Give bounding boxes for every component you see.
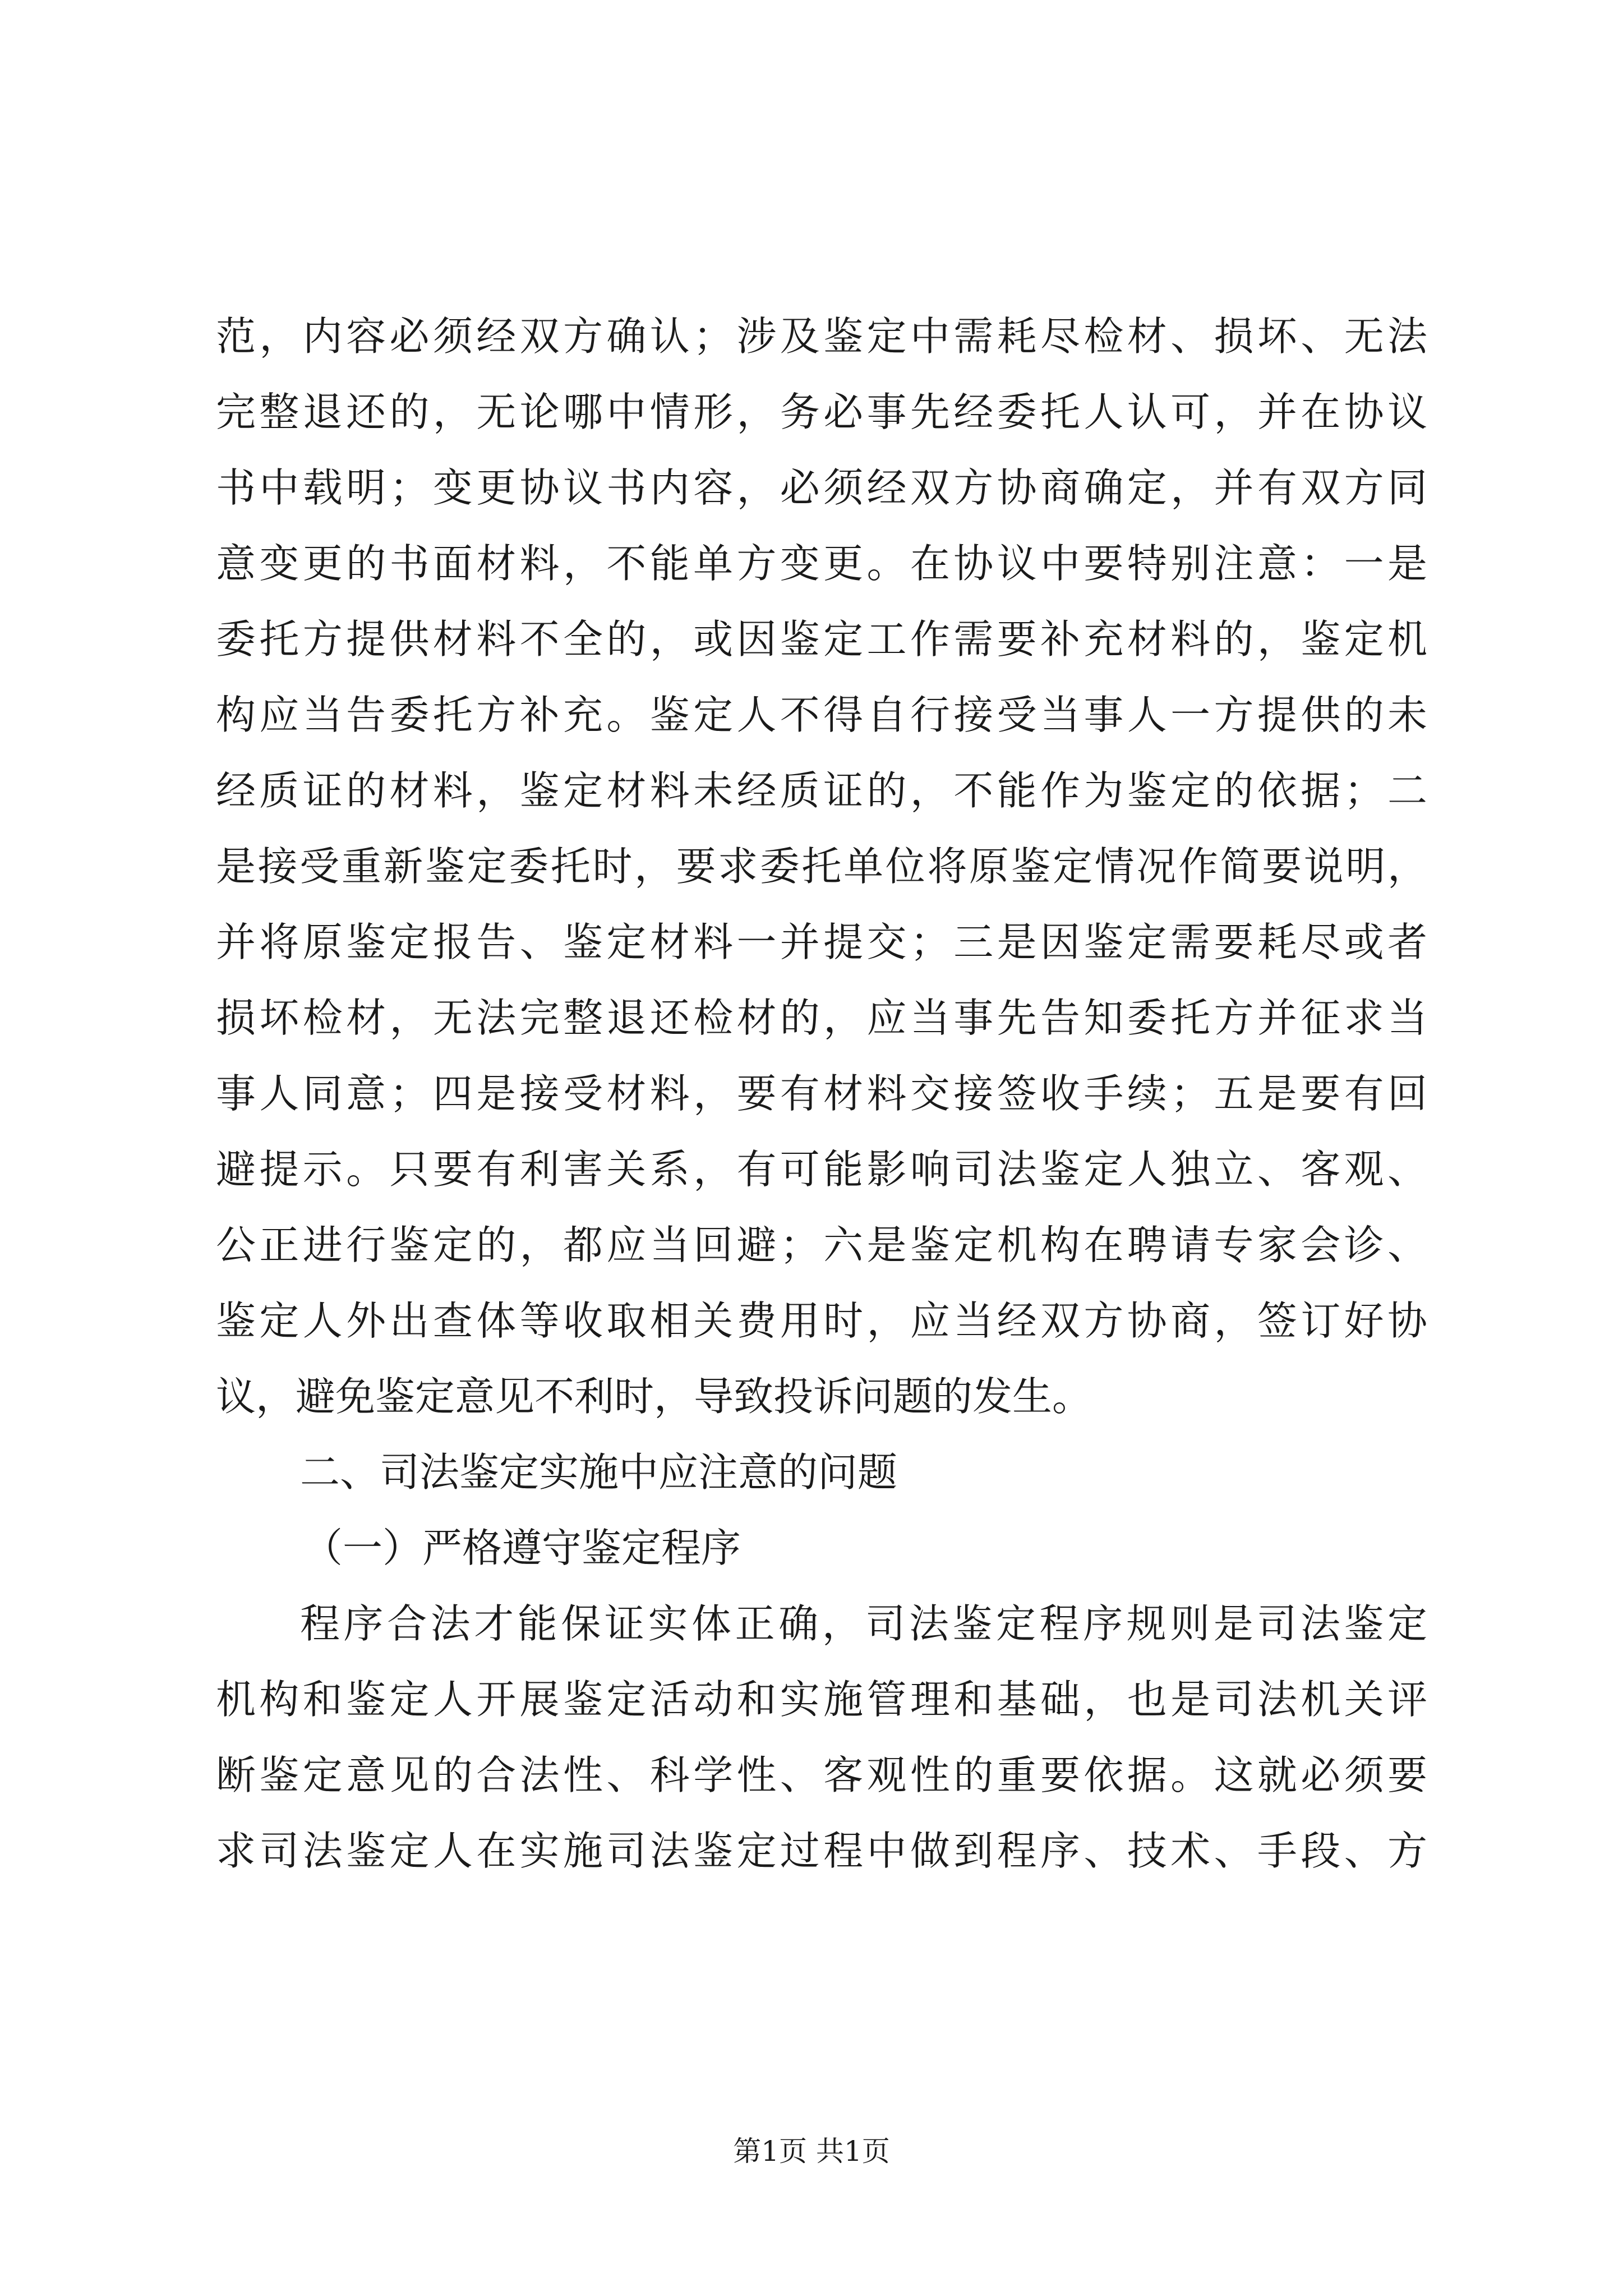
- paragraph-line: 鉴定人外出查体等收取相关费用时，应当经双方协商，签订好协: [216, 1297, 1427, 1344]
- paragraph-line: 避提示。只要有利害关系，有可能影响司法鉴定人独立、客观、: [216, 1146, 1427, 1193]
- paragraph-line: 并将原鉴定报告、鉴定材料一并提交；三是因鉴定需要耗尽或者: [216, 919, 1427, 965]
- paragraph-line: 事人同意；四是接受材料，要有材料交接签收手续；五是要有回: [216, 1070, 1427, 1117]
- page-footer: 第1页 共1页: [733, 2135, 890, 2168]
- paragraph-line: 求司法鉴定人在实施司法鉴定过程中做到程序、技术、手段、方: [216, 1828, 1427, 1874]
- paragraph-line: 经质证的材料，鉴定材料未经质证的，不能作为鉴定的依据；二: [216, 767, 1427, 814]
- paragraph-line: 委托方提供材料不全的，或因鉴定工作需要补充材料的，鉴定机: [216, 616, 1427, 662]
- paragraph-line: 构应当告委托方补充。鉴定人不得自行接受当事人一方提供的未: [216, 692, 1427, 738]
- paragraph-line: 书中载明；变更协议书内容，必须经双方协商确定，并有双方同: [216, 464, 1427, 511]
- section-heading: 二、司法鉴定实施中应注意的问题: [300, 1449, 898, 1496]
- paragraph-line: 意变更的书面材料，不能单方变更。在协议中要特别注意：一是: [216, 540, 1427, 587]
- paragraph-line: 完整退还的，无论哪中情形，务必事先经委托人认可，并在协议: [216, 389, 1427, 435]
- paragraph-line: 是接受重新鉴定委托时，要求委托单位将原鉴定情况作简要说明，: [216, 843, 1427, 890]
- subsection-heading: （一）严格遵守鉴定程序: [303, 1525, 741, 1571]
- paragraph-line: 机构和鉴定人开展鉴定活动和实施管理和基础，也是司法机关评: [216, 1676, 1427, 1723]
- paragraph-line: 程序合法才能保证实体正确，司法鉴定程序规则是司法鉴定: [300, 1600, 1427, 1647]
- paragraph-line: 断鉴定意见的合法性、科学性、客观性的重要依据。这就必须要: [216, 1752, 1427, 1798]
- paragraph-line: 公正进行鉴定的，都应当回避；六是鉴定机构在聘请专家会诊、: [216, 1222, 1427, 1268]
- paragraph-line: 损坏检材，无法完整退还检材的，应当事先告知委托方并征求当: [216, 995, 1427, 1041]
- paragraph-line: 议，避免鉴定意见不利时，导致投诉问题的发生。: [216, 1373, 1092, 1420]
- paragraph-line: 范，内容必须经双方确认；涉及鉴定中需耗尽检材、损坏、无法: [216, 313, 1427, 360]
